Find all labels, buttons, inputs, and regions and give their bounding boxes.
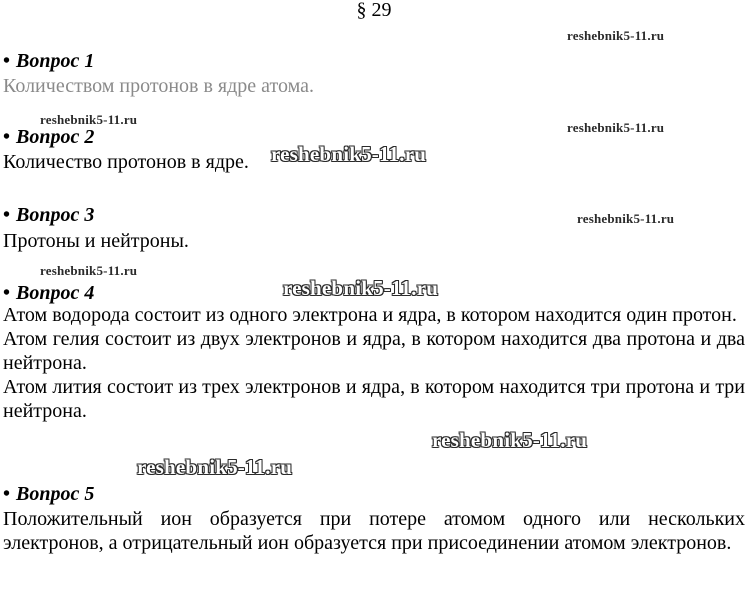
question-5-label: Вопрос 5 <box>16 483 95 505</box>
watermark: reshebnik5-11.ru <box>137 455 293 479</box>
question-5-answer <box>3 507 745 555</box>
question-5-title <box>3 482 94 506</box>
section-heading: § 29 <box>356 0 392 21</box>
question-2-label: Вопрос 2 <box>16 126 95 148</box>
watermark: reshebnik5-11.ru <box>567 28 665 43</box>
bullet: • <box>3 50 11 72</box>
question-3-answer: Протоны и нейтроны. <box>3 230 189 252</box>
answer-paragraph-helium: Атом гелия состоит из двух электронов и ядра, в котором находится два протона и два нейтрона. <box>3 328 745 374</box>
bullet: • <box>3 483 11 505</box>
answer-paragraph-ions: Положительный ион образуется при потере атомом одного или нескольких электронов, а отрицательный ион образуется при присоединении атомом электронов. <box>3 508 745 554</box>
question-2-answer: Количество протонов в ядре. <box>3 151 249 173</box>
bullet: • <box>3 204 11 226</box>
question-4-answer <box>3 303 745 423</box>
question-3-label: Вопрос 3 <box>16 204 95 226</box>
bullet: • <box>3 126 11 148</box>
question-1-answer: Количеством протонов в ядре атома. <box>3 75 315 97</box>
question-4-title <box>3 281 94 305</box>
watermark: reshebnik5-11.ru <box>40 263 138 278</box>
watermark: reshebnik5-11.ru <box>271 142 427 166</box>
watermark: reshebnik5-11.ru <box>567 120 665 135</box>
watermark: reshebnik5-11.ru <box>283 276 439 300</box>
answer-paragraph-lithium: Атом лития состоит из трех электронов и ядра, в котором находится три протона и три нейтрона. <box>3 376 745 422</box>
question-4-label: Вопрос 4 <box>16 282 95 304</box>
bullet: • <box>3 282 11 304</box>
question-3-title <box>3 203 94 227</box>
watermark: reshebnik5-11.ru <box>432 428 588 452</box>
watermark: reshebnik5-11.ru <box>40 112 138 127</box>
watermark: reshebnik5-11.ru <box>577 211 675 226</box>
question-1-label: Вопрос 1 <box>16 50 95 72</box>
answer-paragraph-hydrogen: Атом водорода состоит из одного электрона и ядра, в котором находится один протон. <box>3 304 737 326</box>
question-2-title <box>3 125 94 149</box>
question-1-title <box>3 49 94 73</box>
